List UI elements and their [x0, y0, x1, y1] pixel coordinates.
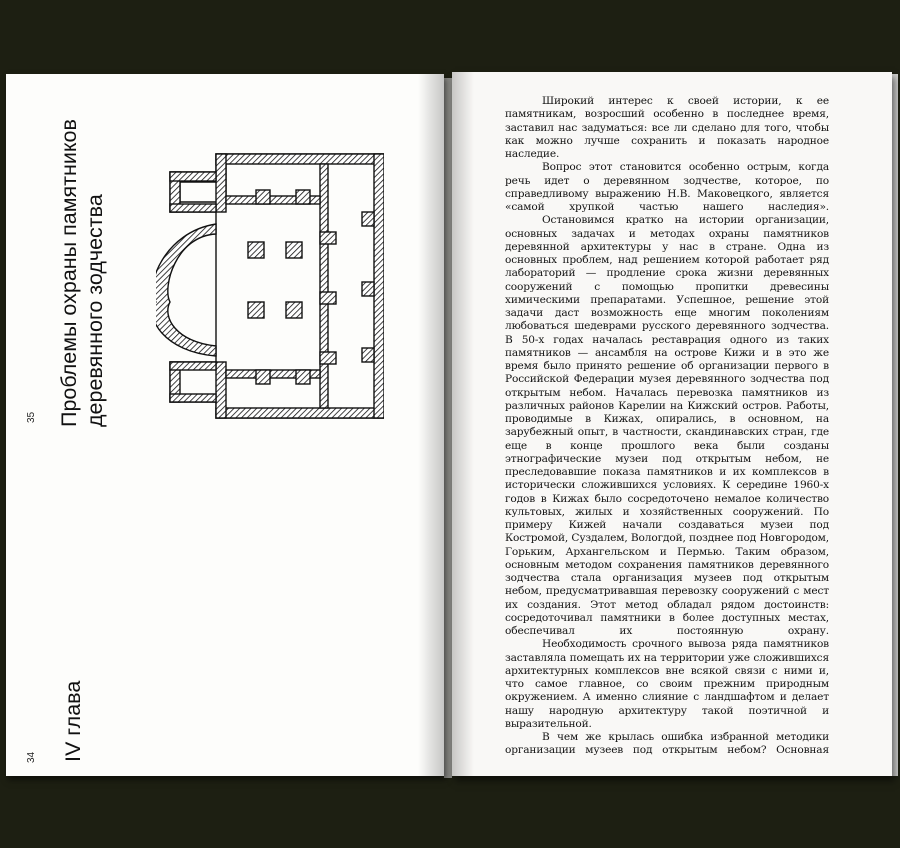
page-number-35: 35 [26, 411, 37, 423]
paragraph: Вопрос этот становится особенно острым, когда речь идет о деревянном зодчестве, которое, по справедливому выражению Н.В. Маковецкого, является «самой хрупкой частью нашего наследия». [505, 161, 829, 213]
left-page [6, 74, 444, 776]
book-spine-gap [444, 78, 452, 778]
chapter-title [56, 119, 108, 427]
left-gutter-shadow [418, 74, 444, 776]
paragraph: В чем же крылась ошибка избранной методики организации музеев под открытым небом? Основная [505, 731, 829, 757]
chapter-label: IV глава [61, 680, 85, 762]
chapter-title-line-1: Проблемы охраны памятников [57, 119, 81, 427]
right-gutter-shadow [452, 72, 474, 776]
open-book [6, 72, 894, 780]
paragraph: Необходимость срочного вывоза ряда памятников заставляла помещать их на территории уже сложившихся архитектурных комплексов вне всякой связи с ними и, что самое главное, со своим прежним природным окружением. А именно слияние с ландшафтом и делает нашу народную архитектуру такой поэтичной и выразительной. [505, 638, 829, 730]
body-text [505, 95, 829, 758]
paragraph: Остановимся кратко на истории организации, основных задачах и методах охраны памятников деревянной архитектуры у нас в стране. Одна из основных проблем, над решением которой работает ряд лабораторий — продление срока жизни деревянных сооружений с помощью пропитки древесины химическими препаратами. Успешное, решение этой задачи даст возможность еще многим поколениям любоваться шедеврами русского деревянного зодчества. В 50-х годах началась реставрация одного из таких памятников — ансамбля на острове Кижи и в это же время было принято решение об организации первого в Российской Федерации музея деревянного зодчества под открытым небом. Началась перевозка памятников из различных районов Карелии на Кижский остров. Работы, проводимые в Кижах, опирались, в основном, на зарубежный опыт, в частности, скандинавских стран, где еще в конце прошлого века были созданы этнографические музеи под открытым небом, не преследовавшие показа памятников и их комплексов в исторически сложившихся условиях. К середине 1960-х годов в Кижах было сосредоточено немалое количество культовых, жилых и хозяйственных сооружений. По примеру Кижей начали создаваться музеи под Костромой, Суздалем, Вологдой, позднее под Новгородом, Горьким, Архангельском и Пермью. Таким образом, основным методом сохранения памятников деревянного зодчества стала организация музеев под открытым небом, предусматривавшая перевозку сооружений с мест их создания. Этот метод обладал рядом достоинств: сосредоточивал памятники в более доступных местах, обеспечивал их постоянную охрану. [505, 214, 829, 637]
church-floor-plan-illustration [156, 152, 384, 422]
chapter-title-line-2: деревянного зодчества [83, 194, 107, 427]
paragraph: Широкий интерес к своей истории, к ее памятникам, возросший особенно в последнее время, заставил нас задуматься: все ли сделано для того, чтобы как можно лучше сохранить и показать народное наследие. [505, 95, 829, 160]
page-number-34: 34 [26, 751, 37, 763]
right-page [452, 72, 892, 776]
